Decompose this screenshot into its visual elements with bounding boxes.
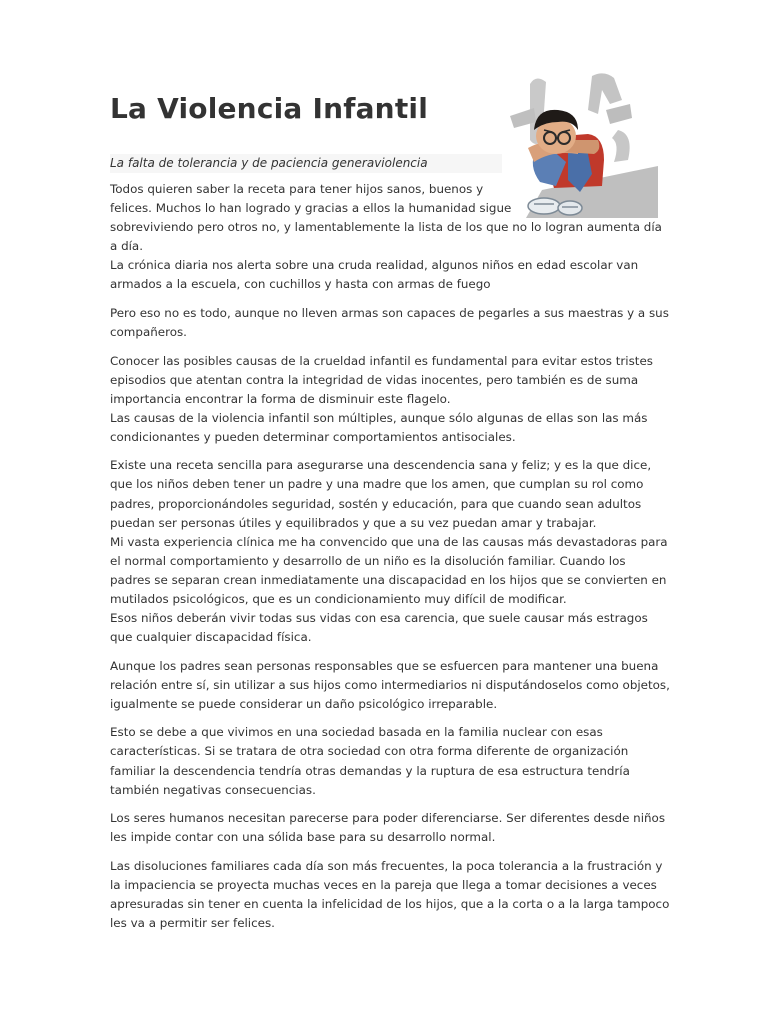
paragraph bbox=[110, 304, 669, 342]
text-line: Todos quieren saber la receta para tener hijos sanos, buenos y bbox=[110, 182, 484, 196]
paragraph bbox=[110, 180, 662, 295]
text-line: igualmente se puede considerar un daño psicológico irreparable. bbox=[110, 696, 498, 711]
text-line: Las disoluciones familiares cada día son más frecuentes, la poca tolerancia a la frustración y bbox=[110, 858, 663, 873]
text-line: importancia encontrar la forma de disminuir este flagelo. bbox=[110, 391, 451, 406]
paragraph bbox=[110, 657, 670, 714]
text-line: compañeros. bbox=[110, 325, 187, 340]
text-line: les va a permitir ser felices. bbox=[110, 916, 275, 931]
text-line: Las causas de la violencia infantil son múltiples, aunque sólo algunas de ellas son las más bbox=[110, 410, 648, 425]
text-line: La crónica diaria nos alerta sobre una cruda realidad, algunos niños en edad escolar van bbox=[110, 258, 639, 273]
page-subtitle: La falta de tolerancia y de paciencia generaviolencia bbox=[110, 154, 502, 173]
text-line: Esto se debe a que vivimos en una sociedad basada en la familia nuclear con esas bbox=[110, 725, 603, 740]
text-line: Esos niños deberán vivir todas sus vidas con esa carencia, que suele causar más estragos bbox=[110, 611, 648, 626]
paragraph bbox=[110, 723, 658, 799]
text-line: armados a la escuela, con cuchillos y hasta con armas de fuego bbox=[110, 277, 491, 292]
text-line: familiar la descendencia tendría otras demandas y la ruptura de esa estructura tendría bbox=[110, 763, 630, 778]
text-line: Conocer las posibles causas de la crueldad infantil es fundamental para evitar estos tristes bbox=[110, 353, 653, 368]
text-line: felices. Muchos lo han logrado y gracias a ellos la humanidad sigue bbox=[110, 201, 512, 216]
text-line: apresuradas sin tener en cuenta la infelicidad de los hijos, que a la corta o a la larga tampoco bbox=[110, 896, 670, 911]
text-line: Existe una receta sencilla para asegurarse una descendencia sana y feliz; y es la que dice, bbox=[110, 458, 652, 473]
text-line: puedan ser personas útiles y equilibrados y que a su vez puedan amar y trabajar. bbox=[110, 515, 597, 530]
text-line: la impaciencia se proyecta muchas veces en la pareja que llega a tomar decisiones a veces bbox=[110, 877, 657, 892]
text-line: el normal comportamiento y desarrollo de un niño es la disolución familiar. Cuando los bbox=[110, 553, 626, 568]
article-body bbox=[110, 180, 670, 943]
text-line: Los seres humanos necesitan parecerse para poder diferenciarse. Ser diferentes desde niños bbox=[110, 811, 666, 826]
paragraph bbox=[110, 809, 666, 847]
text-line: padres, proporcionándoles seguridad, sostén y educación, para que cuando sean adultos bbox=[110, 496, 642, 511]
text-line: también negativas consecuencias. bbox=[110, 782, 316, 797]
text-line: Mi vasta experiencia clínica me ha convencido que una de las causas más devastadoras para bbox=[110, 534, 668, 549]
text-line: sobreviviendo pero otros no, y lamentablemente la lista de los que no lo logran aumenta día bbox=[110, 220, 662, 235]
text-line: características. Si se tratara de otra sociedad con otra forma diferente de organización bbox=[110, 744, 629, 759]
text-line: a día. bbox=[110, 239, 143, 254]
text-line: Pero eso no es todo, aunque no lleven armas son capaces de pegarles a sus maestras y a sus bbox=[110, 305, 669, 320]
text-line: que los niños deben tener un padre y una madre que los amen, que cumplan su rol como bbox=[110, 477, 644, 492]
text-line: Aunque los padres sean personas responsables que se esfuercen para mantener una buena bbox=[110, 658, 659, 673]
paragraph bbox=[110, 352, 658, 447]
text-line: condicionantes y pueden determinar comportamientos antisociales. bbox=[110, 429, 516, 444]
page-title: La Violencia Infantil bbox=[110, 92, 428, 125]
text-line: les impide contar con una sólida base para su desarrollo normal. bbox=[110, 830, 496, 845]
text-line: padres se separan crean inmediatamente una discapacidad en los hijos que se convierten en bbox=[110, 572, 667, 587]
paragraph bbox=[110, 857, 670, 933]
text-line: episodios que atentan contra la integridad de vidas inocentes, pero también es de suma bbox=[110, 372, 639, 387]
text-line: relación entre sí, sin utilizar a sus hijos como intermediarios ni disputándoselos como objetos, bbox=[110, 677, 670, 692]
paragraph bbox=[110, 456, 668, 647]
text-line: mutilados psicológicos, que es un condicionamiento muy difícil de modificar. bbox=[110, 592, 567, 607]
text-line: que cualquier discapacidad física. bbox=[110, 630, 312, 645]
